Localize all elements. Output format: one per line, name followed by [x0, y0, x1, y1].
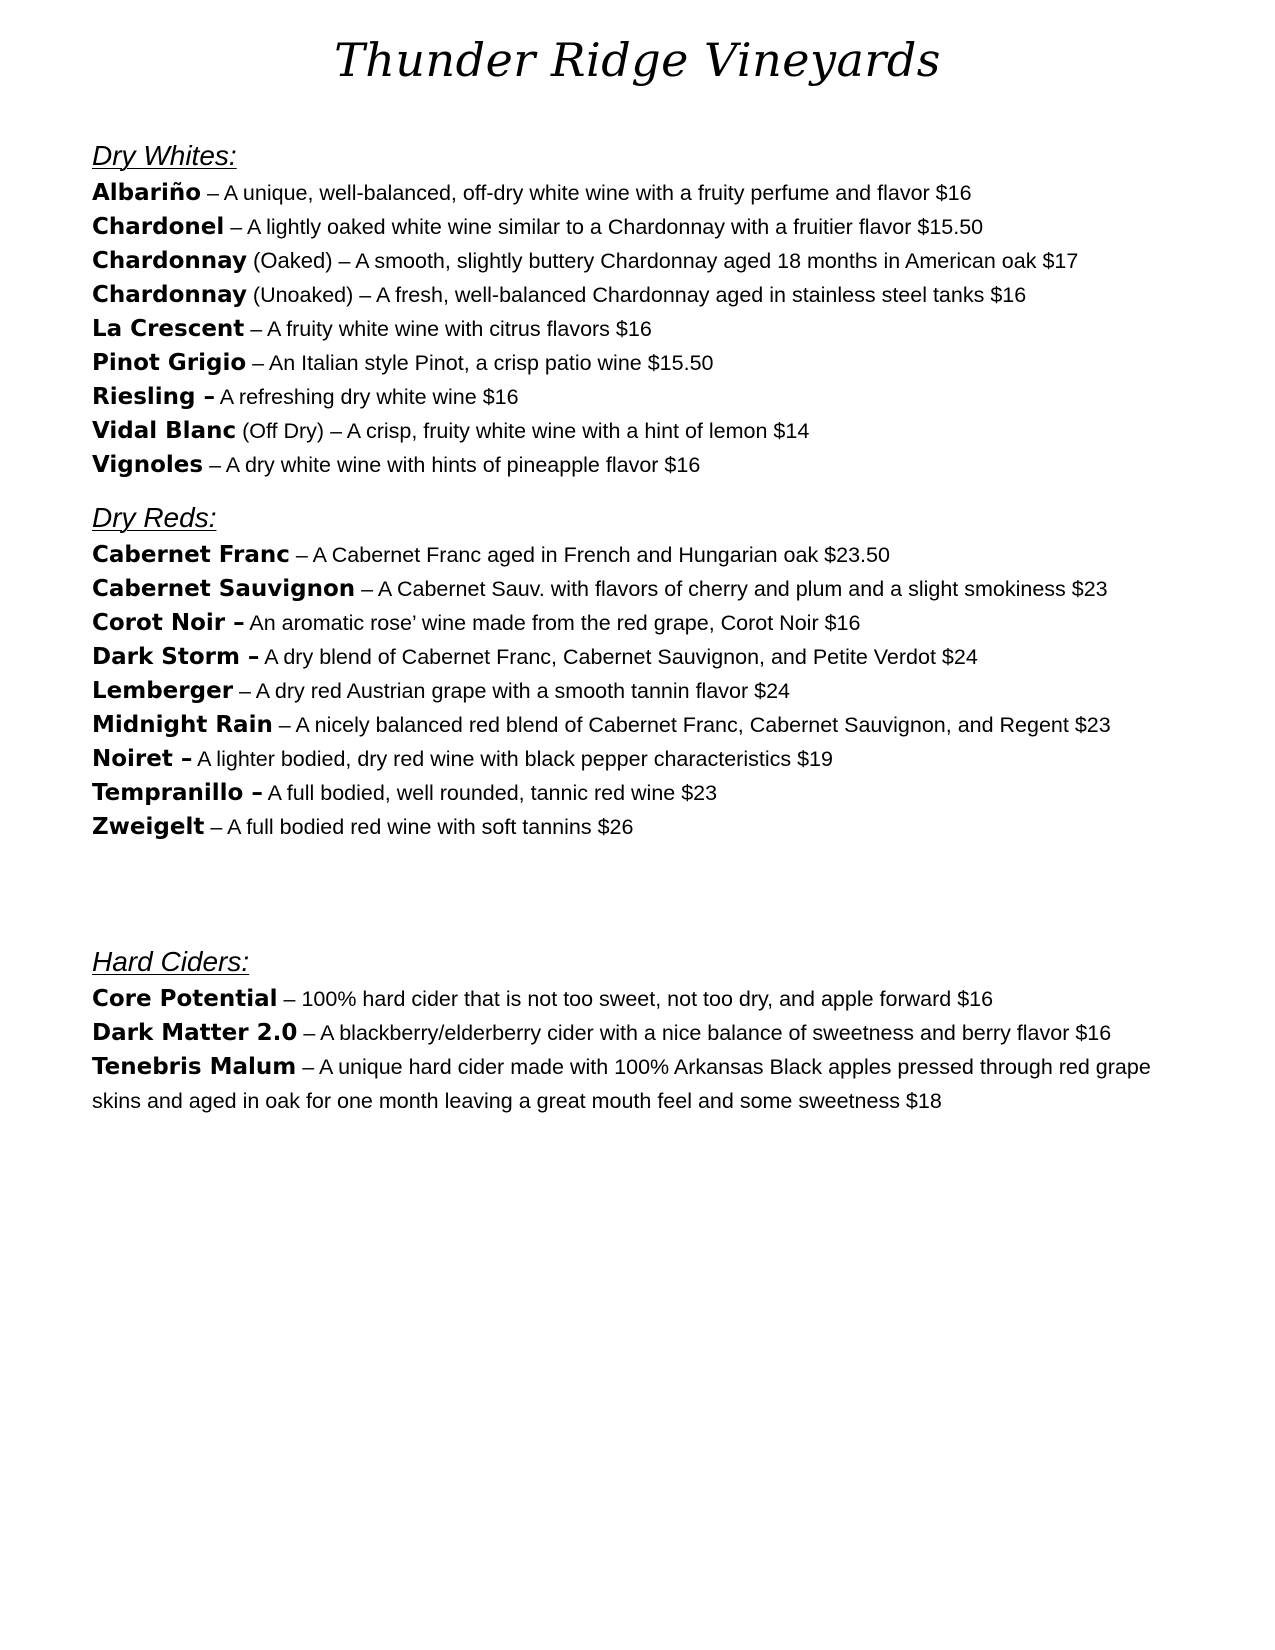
wine-style-note: (Oaked) [246, 248, 333, 273]
wine-description: – A crisp, fruity white wine with a hint of lemon $14 [324, 419, 810, 443]
cider-description: – 100% hard cider that is not too sweet, not too dry, and apple forward $16 [277, 987, 994, 1011]
wine-name: Cabernet Sauvignon [92, 576, 356, 602]
wine-description: – A fresh, well-balanced Chardonnay aged in stainless steel tanks $16 [353, 283, 1027, 307]
wine-item [92, 414, 1182, 448]
wine-name: Chardonnay [92, 248, 247, 274]
section-hard-ciders [92, 944, 1182, 1118]
wine-item [92, 278, 1182, 312]
wine-description: – A lightly oaked white wine similar to a Chardonnay with a fruitier flavor $15.50 [224, 215, 984, 239]
menu-title: Thunder Ridge Vineyards [334, 33, 941, 87]
wine-description: – A smooth, slightly buttery Chardonnay aged 18 months in American oak $17 [332, 249, 1079, 273]
wine-item [92, 244, 1182, 278]
wine-style-note: (Unoaked) [246, 283, 354, 307]
wine-item [92, 674, 1182, 708]
wine-item [92, 640, 1182, 674]
wine-item [92, 742, 1182, 776]
wine-name: Tempranillo – [92, 780, 263, 806]
wine-description: – A full bodied red wine with soft tannins $26 [204, 815, 634, 839]
wine-item [92, 810, 1182, 844]
cider-name: Dark Matter 2.0 [92, 1020, 298, 1046]
cider-name: Core Potential [92, 986, 278, 1012]
wine-name: Midnight Rain [92, 712, 273, 738]
cider-item [92, 1050, 1182, 1118]
wine-description: A full bodied, well rounded, tannic red wine $23 [262, 781, 718, 805]
wine-description: – A Cabernet Franc aged in French and Hungarian oak $23.50 [289, 543, 890, 567]
wine-item [92, 312, 1182, 346]
wine-name: La Crescent [92, 316, 245, 342]
wine-description: A dry blend of Cabernet Franc, Cabernet Sauvignon, and Petite Verdot $24 [259, 645, 978, 669]
wine-item [92, 380, 1182, 414]
section-heading: Dry Reds: [92, 502, 217, 533]
cider-item [92, 1016, 1182, 1050]
wine-description: A lighter bodied, dry red wine with black pepper characteristics $19 [192, 747, 833, 771]
wine-item [92, 538, 1182, 572]
section-dry-reds [92, 500, 1182, 844]
wine-style-note: (Off Dry) [236, 419, 325, 443]
wine-item [92, 210, 1182, 244]
wine-name: Chardonel [92, 214, 225, 240]
cider-description: – A blackberry/elderberry cider with a nice balance of sweetness and berry flavor $16 [297, 1021, 1112, 1045]
wine-name: Lemberger [92, 678, 234, 704]
section-heading: Dry Whites: [92, 140, 237, 171]
wine-item [92, 776, 1182, 810]
cider-item [92, 982, 1182, 1016]
wine-item [92, 448, 1182, 482]
wine-name: Vidal Blanc [92, 418, 237, 444]
section-heading: Hard Ciders: [92, 946, 250, 977]
wine-name: Pinot Grigio [92, 350, 247, 376]
wine-name: Albariño [92, 180, 202, 206]
wine-name: Vignoles [92, 452, 204, 478]
wine-name: Chardonnay [92, 282, 247, 308]
wine-description: An aromatic rose’ wine made from the red grape, Corot Noir $16 [244, 611, 861, 635]
wine-description: – A nicely balanced red blend of Cabernet Franc, Cabernet Sauvignon, and Regent $23 [272, 713, 1111, 737]
wine-item [92, 346, 1182, 380]
wine-item [92, 708, 1182, 742]
wine-name: Dark Storm – [92, 644, 260, 670]
wine-description: – A Cabernet Sauv. with flavors of cherry and plum and a slight smokiness $23 [355, 577, 1108, 601]
cider-description: – A unique hard cider made with 100% Arkansas Black apples pressed through red grape skins and aged in oak for one month leaving a great mouth feel and some sweetness $18 [92, 1055, 1151, 1113]
wine-name: Noiret – [92, 746, 193, 772]
wine-description: – A fruity white wine with citrus flavors $16 [244, 317, 652, 341]
wine-name: Cabernet Franc [92, 542, 290, 568]
section-dry-whites [92, 138, 1182, 482]
wine-description: – A dry red Austrian grape with a smooth tannin flavor $24 [233, 679, 790, 703]
wine-item [92, 572, 1182, 606]
wine-name: Corot Noir – [92, 610, 245, 636]
wine-item [92, 176, 1182, 210]
wine-name: Riesling – [92, 384, 215, 410]
wine-description: – A unique, well-balanced, off-dry white wine with a fruity perfume and flavor $16 [201, 181, 972, 205]
wine-description: A refreshing dry white wine $16 [215, 385, 519, 409]
wine-description: – A dry white wine with hints of pineapple flavor $16 [203, 453, 701, 477]
wine-description: – An Italian style Pinot, a crisp patio wine $15.50 [246, 351, 714, 375]
cider-name: Tenebris Malum [92, 1054, 297, 1080]
wine-item [92, 606, 1182, 640]
wine-name: Zweigelt [92, 814, 205, 840]
